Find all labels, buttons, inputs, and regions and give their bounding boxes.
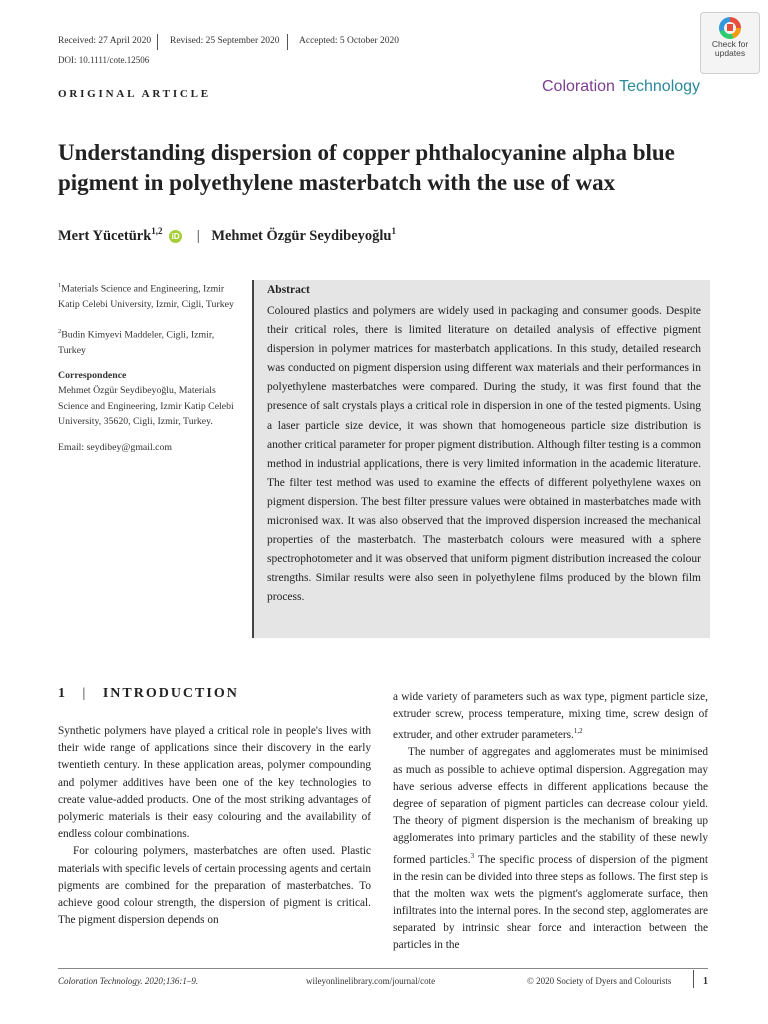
received-date: Received: 27 April 2020 <box>58 36 152 46</box>
section-number: 1 <box>58 686 67 701</box>
section-heading <box>58 686 239 702</box>
affiliation-2-text: Budin Kimyevi Maddeler, Cigli, Izmir, Turkey <box>58 329 215 356</box>
citation-ref[interactable]: 3 <box>470 851 475 860</box>
footer-divider <box>693 970 694 988</box>
paragraph <box>393 744 708 954</box>
footer-url[interactable]: wileyonlinelibrary.com/journal/cote <box>306 976 436 986</box>
accepted-date: Accepted: 5 October 2020 <box>299 36 399 46</box>
citation-ref[interactable]: 1,2 <box>573 727 583 736</box>
journal-name-part2: Technology <box>619 78 701 95</box>
author-1-affiliation: 1,2 <box>151 226 163 236</box>
affiliation-2 <box>58 324 243 358</box>
article-title: Understanding dispersion of copper phthalocyanine alpha blue pigment in polyethylene masterbatch with the use of wax <box>58 140 675 195</box>
paragraph <box>393 689 708 744</box>
check-updates-line1: Check for <box>711 39 749 49</box>
abstract-text: Coloured plastics and polymers are widely used in packaging and consumer goods. Despite their critical roles, there is limited literature on detailed analysis of effective pigment dispersion in polymer matrices for masterbatch applications. In this study, detailed research was conducted on pigment dispersion using different wax materials and their performances in polyethylene masterbatches were compared. During the study, it was first found that the presence of salt crystals plays a critical role in dispersion in one of the tested pigments. Using a laser particle size device, it was shown that homogeneous particle size distribution is another critical parameter for proper pigment distribution. Although filter testing is a common method in industrial applications, there is very limited information in the academic literature. The filter test method was used to examine the effects of different polyethylene waxes on pigment dispersion. The best filter pressure values were obtained in masterbatches made with micronised wax. It was also observed that the improved dispersion increased the mechanical properties of the masterbatch. The masterbatch colours were measured with a sphere spectrophotometer and it was observed that uniform pigment distribution increased the colour strengths. Similar results were also seen in polyethylene films produced by the blown film process. <box>267 305 701 604</box>
affiliation-1 <box>58 278 243 312</box>
doi: DOI: 10.1111/cote.12506 <box>58 55 150 65</box>
check-updates-line2: updates <box>714 48 746 58</box>
intro-left-column <box>58 723 371 929</box>
check-for-updates-badge[interactable] <box>700 12 760 74</box>
crossmark-icon <box>719 17 741 39</box>
affiliation-1-number: 1 <box>58 282 62 289</box>
article-type: ORIGINAL ARTICLE <box>58 88 211 100</box>
footer-rule <box>58 968 708 969</box>
author-1[interactable]: Mert Yücetürk <box>58 227 152 244</box>
section-title: INTRODUCTION <box>102 686 239 701</box>
section-separator: | <box>82 686 88 701</box>
author-2[interactable]: Mehmet Özgür Seydibeyoğlu <box>211 227 392 244</box>
paragraph-text: The specific process of dispersion of the pigment in the resin can be divided into three steps as follows. The first step is that the molten wax wets the pigment's agglomerate surface, then infiltrates into the internal pores. In the second step, agglomerates are separated by intrinsic shear force and interaction between the particles in the <box>393 853 708 952</box>
paragraph: Synthetic polymers have played a critical role in people's lives with their wide range of applications since their discovery in the early twentieth century. In these application areas, polymer compounding and polymer additives have been one of the key technologies to create value-added products. One of the most striking advantages of polymeric materials is their easy colouring and the availability of endless colour combinations. <box>58 725 371 841</box>
correspondence-label: Correspondence <box>58 370 127 381</box>
paragraph: For colouring polymers, masterbatches are often used. Plastic materials with specific levels of certain processing agents and certain pigments are combined for the preparation of masterbatches. To achieve good colour strength, the dispersion of pigment is critical. The pigment dispersion depends on <box>58 845 371 927</box>
footer-citation: Coloration Technology. 2020;136:1–9. <box>58 976 199 986</box>
correspondence-address: Mehmet Özgür Seydibeyoğlu, Materials Science and Engineering, Izmir Katip Celebi University, 35620, Cigli, Izmir, Turkey. <box>58 385 234 427</box>
intro-right-column <box>393 689 708 955</box>
orcid-icon[interactable]: iD <box>169 230 182 243</box>
correspondence-email[interactable]: Email: seydibey@gmail.com <box>58 442 173 453</box>
abstract-heading: Abstract <box>267 284 310 296</box>
journal-name-part1: Coloration <box>542 78 615 95</box>
page-number: 1 <box>703 976 708 987</box>
affiliation-1-text: Materials Science and Engineering, Izmir Katip Celebi University, Izmir, Cigli, Turkey <box>58 283 234 310</box>
author-separator: | <box>196 227 200 244</box>
author-2-affiliation: 1 <box>391 226 396 236</box>
footer-copyright: © 2020 Society of Dyers and Colourists <box>527 976 672 986</box>
paragraph-text: a wide variety of parameters such as wax type, pigment particle size, extruder screw, process temperature, mixing time, screw design of extruder, and other extruder parameters. <box>393 691 708 742</box>
header-divider <box>157 34 158 50</box>
affiliation-2-number: 2 <box>58 328 62 335</box>
paragraph-text: The number of aggregates and agglomerates must be minimised as much as possible to achieve optimal dispersion. Aggregation may have serious adverse effects in different applications because the degree of separation of pigment particles can decrease colour yield. The theory of pigment dispersion is the mechanism of breaking up agglomerates into primary particles and the stability of these newly formed particles. <box>393 746 708 866</box>
author-line <box>58 226 396 245</box>
journal-logo <box>542 78 700 96</box>
revised-date: Revised: 25 September 2020 <box>170 36 280 46</box>
header-divider <box>287 34 288 50</box>
